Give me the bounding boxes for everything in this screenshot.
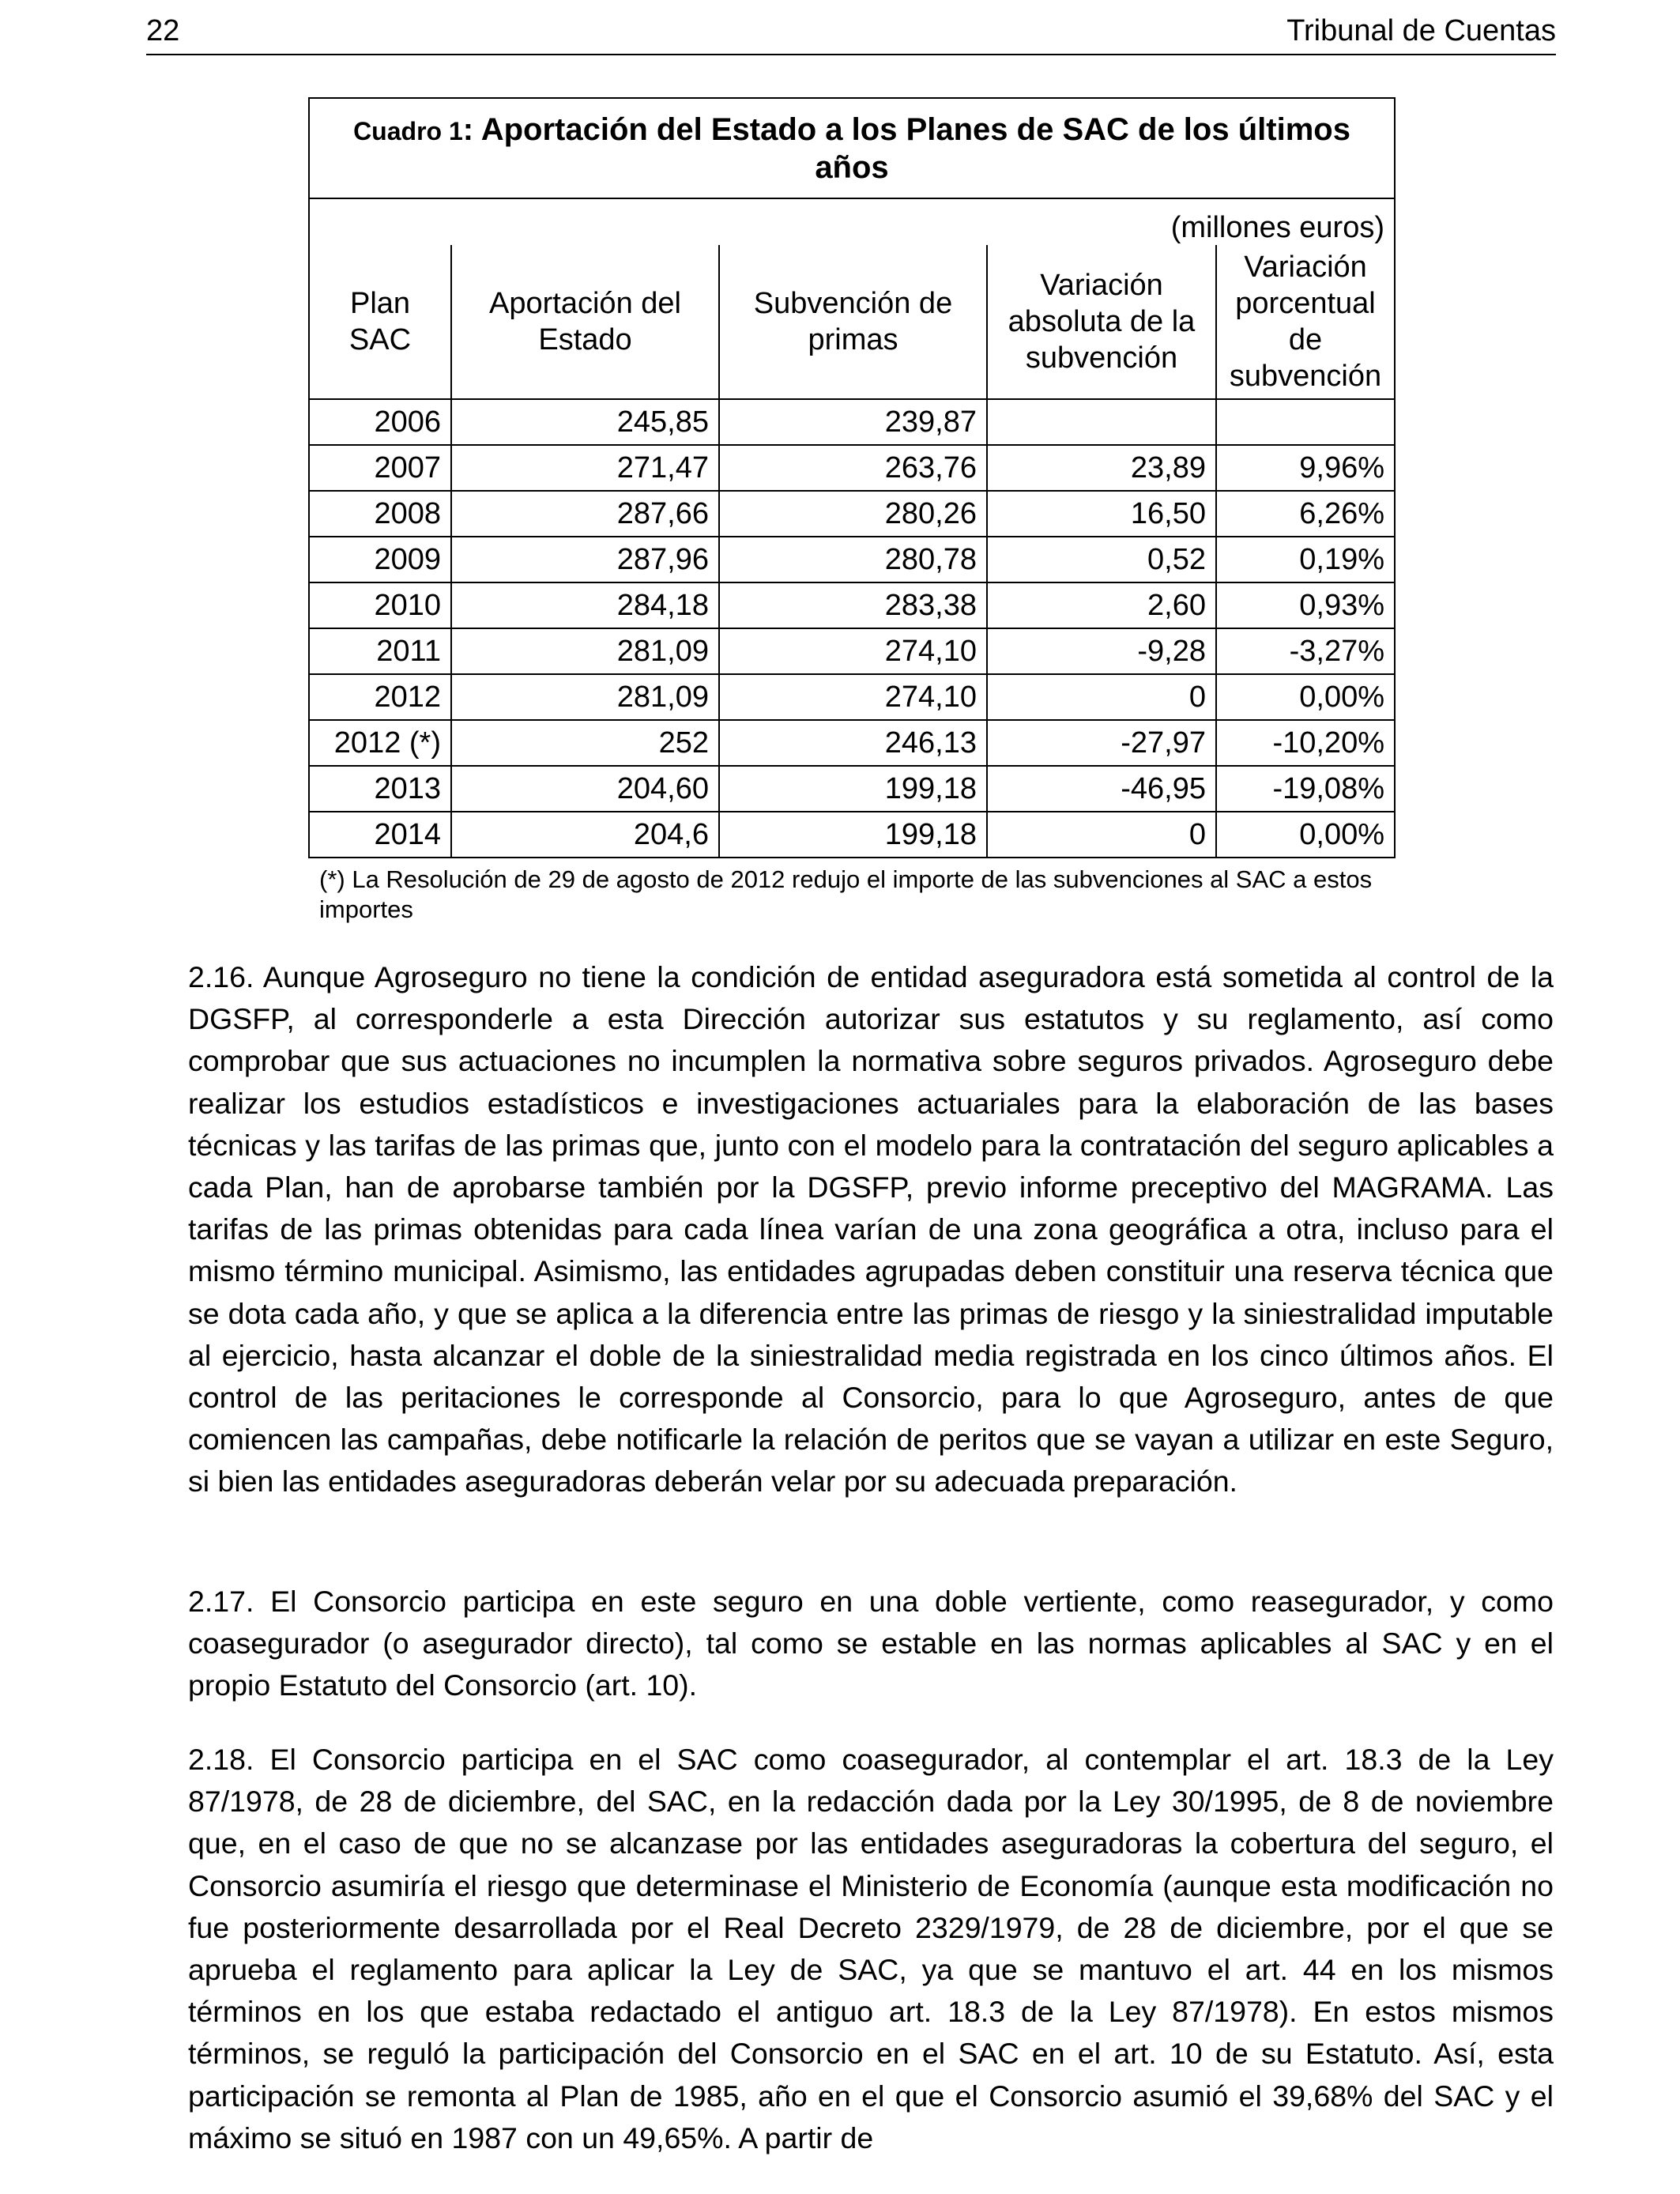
cell-variacion-absoluta: -9,28 bbox=[987, 628, 1216, 674]
table-units: (millones euros) bbox=[309, 198, 1395, 245]
cell-variacion-absoluta: 16,50 bbox=[987, 491, 1216, 537]
cell-variacion-porcentual: 6,26% bbox=[1216, 491, 1395, 537]
cell-variacion-porcentual: -3,27% bbox=[1216, 628, 1395, 674]
column-header-variacion-absoluta: Variación absoluta de la subvención bbox=[987, 245, 1216, 399]
cell-plan: 2009 bbox=[309, 537, 451, 582]
cell-variacion-porcentual: 0,93% bbox=[1216, 582, 1395, 628]
cell-subvencion: 280,26 bbox=[719, 491, 987, 537]
column-header-variacion-porcentual: Variación porcentual de subvención bbox=[1216, 245, 1395, 399]
cell-variacion-absoluta bbox=[987, 399, 1216, 445]
cell-variacion-absoluta: 2,60 bbox=[987, 582, 1216, 628]
cell-plan: 2011 bbox=[309, 628, 451, 674]
cell-variacion-porcentual: 9,96% bbox=[1216, 445, 1395, 491]
table-title-text: : Aportación del Estado a los Planes de SAC de los últimos años bbox=[462, 111, 1350, 185]
table-row bbox=[309, 582, 1395, 628]
cell-aportacion: 281,09 bbox=[451, 674, 719, 720]
table-row bbox=[309, 628, 1395, 674]
cell-subvencion: 283,38 bbox=[719, 582, 987, 628]
paragraph-2-16: 2.16. Aunque Agroseguro no tiene la condición de entidad aseguradora está sometida al control de la DGSFP, al corresponderle a esta Dirección autorizar sus estatutos y su reglamento, así como comprobar que sus actuaciones no incumplen la normativa sobre seguros privados. Agroseguro debe realizar los estudios estadísticos e investigaciones actuariales para la elaboración de las bases técnicas y las tarifas de las primas que, junto con el modelo para la contratación del seguro aplicables a cada Plan, han de aprobarse también por la DGSFP, previo informe preceptivo del MAGRAMA. Las tarifas de las primas obtenidas para cada línea varían de una zona geográfica a otra, incluso para el mismo término municipal. Asimismo, las entidades agrupadas deben constituir una reserva técnica que se dota cada año, y que se aplica a la diferencia entre las primas de riesgo y la siniestralidad imputable al ejercicio, hasta alcanzar el doble de la siniestralidad media registrada en los cinco últimos años. El control de las peritaciones le corresponde al Consorcio, para lo que Agroseguro, antes de que comiencen las campañas, debe notificarle la relación de peritos que se vayan a utilizar en este Seguro, si bien las entidades aseguradoras deberán velar por su adecuada preparación. bbox=[188, 960, 1554, 1498]
cell-subvencion: 239,87 bbox=[719, 399, 987, 445]
cell-aportacion: 271,47 bbox=[451, 445, 719, 491]
table-row bbox=[309, 445, 1395, 491]
table-row bbox=[309, 720, 1395, 766]
cell-subvencion: 274,10 bbox=[719, 674, 987, 720]
cuadro-1-table bbox=[308, 97, 1396, 858]
cell-subvencion: 199,18 bbox=[719, 812, 987, 858]
page-number: 22 bbox=[146, 14, 180, 47]
cell-aportacion: 245,85 bbox=[451, 399, 719, 445]
column-header-plan: Plan SAC bbox=[309, 245, 451, 399]
cell-variacion-porcentual: 0,19% bbox=[1216, 537, 1395, 582]
table-title-prefix: Cuadro 1 bbox=[353, 116, 463, 145]
cell-variacion-absoluta: 0 bbox=[987, 812, 1216, 858]
cell-variacion-porcentual: -10,20% bbox=[1216, 720, 1395, 766]
cell-aportacion: 281,09 bbox=[451, 628, 719, 674]
table-title bbox=[309, 98, 1395, 198]
paragraph-2-18: 2.18. El Consorcio participa en el SAC como coasegurador, al contemplar el art. 18.3 de la Ley 87/1978, de 28 de diciembre, del SAC, en la redacción dada por la Ley 30/1995, de 8 de noviembre que, en el caso de que no se alcanzase por las entidades aseguradoras la cobertura del seguro, el Consorcio asumiría el riesgo que determinase el Ministerio de Economía (aunque esta modificación no fue posteriormente desarrollada por el Real Decreto 2329/1979, de 28 de diciembre, por el que se aprueba el reglamento para aplicar la Ley de SAC, ya que se mantuvo el art. 44 en los mismos términos en los que estaba redactado el antiguo art. 18.3 de la Ley 87/1978). En estos mismos términos, se reguló la participación del Consorcio en el SAC en el art. 10 de su Estatuto. Así, esta participación se remonta al Plan de 1985, año en el que el Consorcio asumió el 39,68% del SAC y el máximo se situó en 1987 con un 49,65%. A partir de bbox=[188, 1743, 1554, 2154]
page-header bbox=[146, 14, 1556, 55]
cell-variacion-porcentual: 0,00% bbox=[1216, 674, 1395, 720]
cell-aportacion: 284,18 bbox=[451, 582, 719, 628]
table-row bbox=[309, 537, 1395, 582]
table-row bbox=[309, 399, 1395, 445]
cell-variacion-porcentual: 0,00% bbox=[1216, 812, 1395, 858]
table-row bbox=[309, 674, 1395, 720]
cell-variacion-absoluta: 0,52 bbox=[987, 537, 1216, 582]
table-row bbox=[309, 812, 1395, 858]
cell-variacion-porcentual bbox=[1216, 399, 1395, 445]
cell-variacion-absoluta: 23,89 bbox=[987, 445, 1216, 491]
cell-plan: 2006 bbox=[309, 399, 451, 445]
table-body bbox=[309, 399, 1395, 858]
cell-plan: 2012 (*) bbox=[309, 720, 451, 766]
cell-aportacion: 252 bbox=[451, 720, 719, 766]
table-header-row bbox=[309, 245, 1395, 399]
table-row bbox=[309, 491, 1395, 537]
cell-variacion-absoluta: -27,97 bbox=[987, 720, 1216, 766]
cell-subvencion: 246,13 bbox=[719, 720, 987, 766]
cell-aportacion: 204,6 bbox=[451, 812, 719, 858]
cell-plan: 2008 bbox=[309, 491, 451, 537]
column-header-subvencion: Subvención de primas bbox=[719, 245, 987, 399]
cell-variacion-absoluta: -46,95 bbox=[987, 766, 1216, 812]
cell-aportacion: 204,60 bbox=[451, 766, 719, 812]
paragraph-2-17: 2.17. El Consorcio participa en este seguro en una doble vertiente, como reasegurador, y como coasegurador (o asegurador directo), tal como se estable en las normas aplicables al SAC y en el propio Estatuto del Consorcio (art. 10). bbox=[188, 1585, 1554, 1702]
cell-subvencion: 199,18 bbox=[719, 766, 987, 812]
cell-variacion-absoluta: 0 bbox=[987, 674, 1216, 720]
cell-plan: 2013 bbox=[309, 766, 451, 812]
table-row bbox=[309, 766, 1395, 812]
cell-aportacion: 287,66 bbox=[451, 491, 719, 537]
cell-aportacion: 287,96 bbox=[451, 537, 719, 582]
cell-plan: 2014 bbox=[309, 812, 451, 858]
cell-subvencion: 263,76 bbox=[719, 445, 987, 491]
table-footnote: (*) La Resolución de 29 de agosto de 2012 redujo el importe de las subvenciones al SAC a estos importes bbox=[319, 865, 1373, 923]
column-header-aportacion: Aportación del Estado bbox=[451, 245, 719, 399]
running-head: Tribunal de Cuentas bbox=[1286, 14, 1556, 47]
cell-subvencion: 274,10 bbox=[719, 628, 987, 674]
cell-variacion-porcentual: -19,08% bbox=[1216, 766, 1395, 812]
cell-subvencion: 280,78 bbox=[719, 537, 987, 582]
cell-plan: 2012 bbox=[309, 674, 451, 720]
cell-plan: 2007 bbox=[309, 445, 451, 491]
cell-plan: 2010 bbox=[309, 582, 451, 628]
